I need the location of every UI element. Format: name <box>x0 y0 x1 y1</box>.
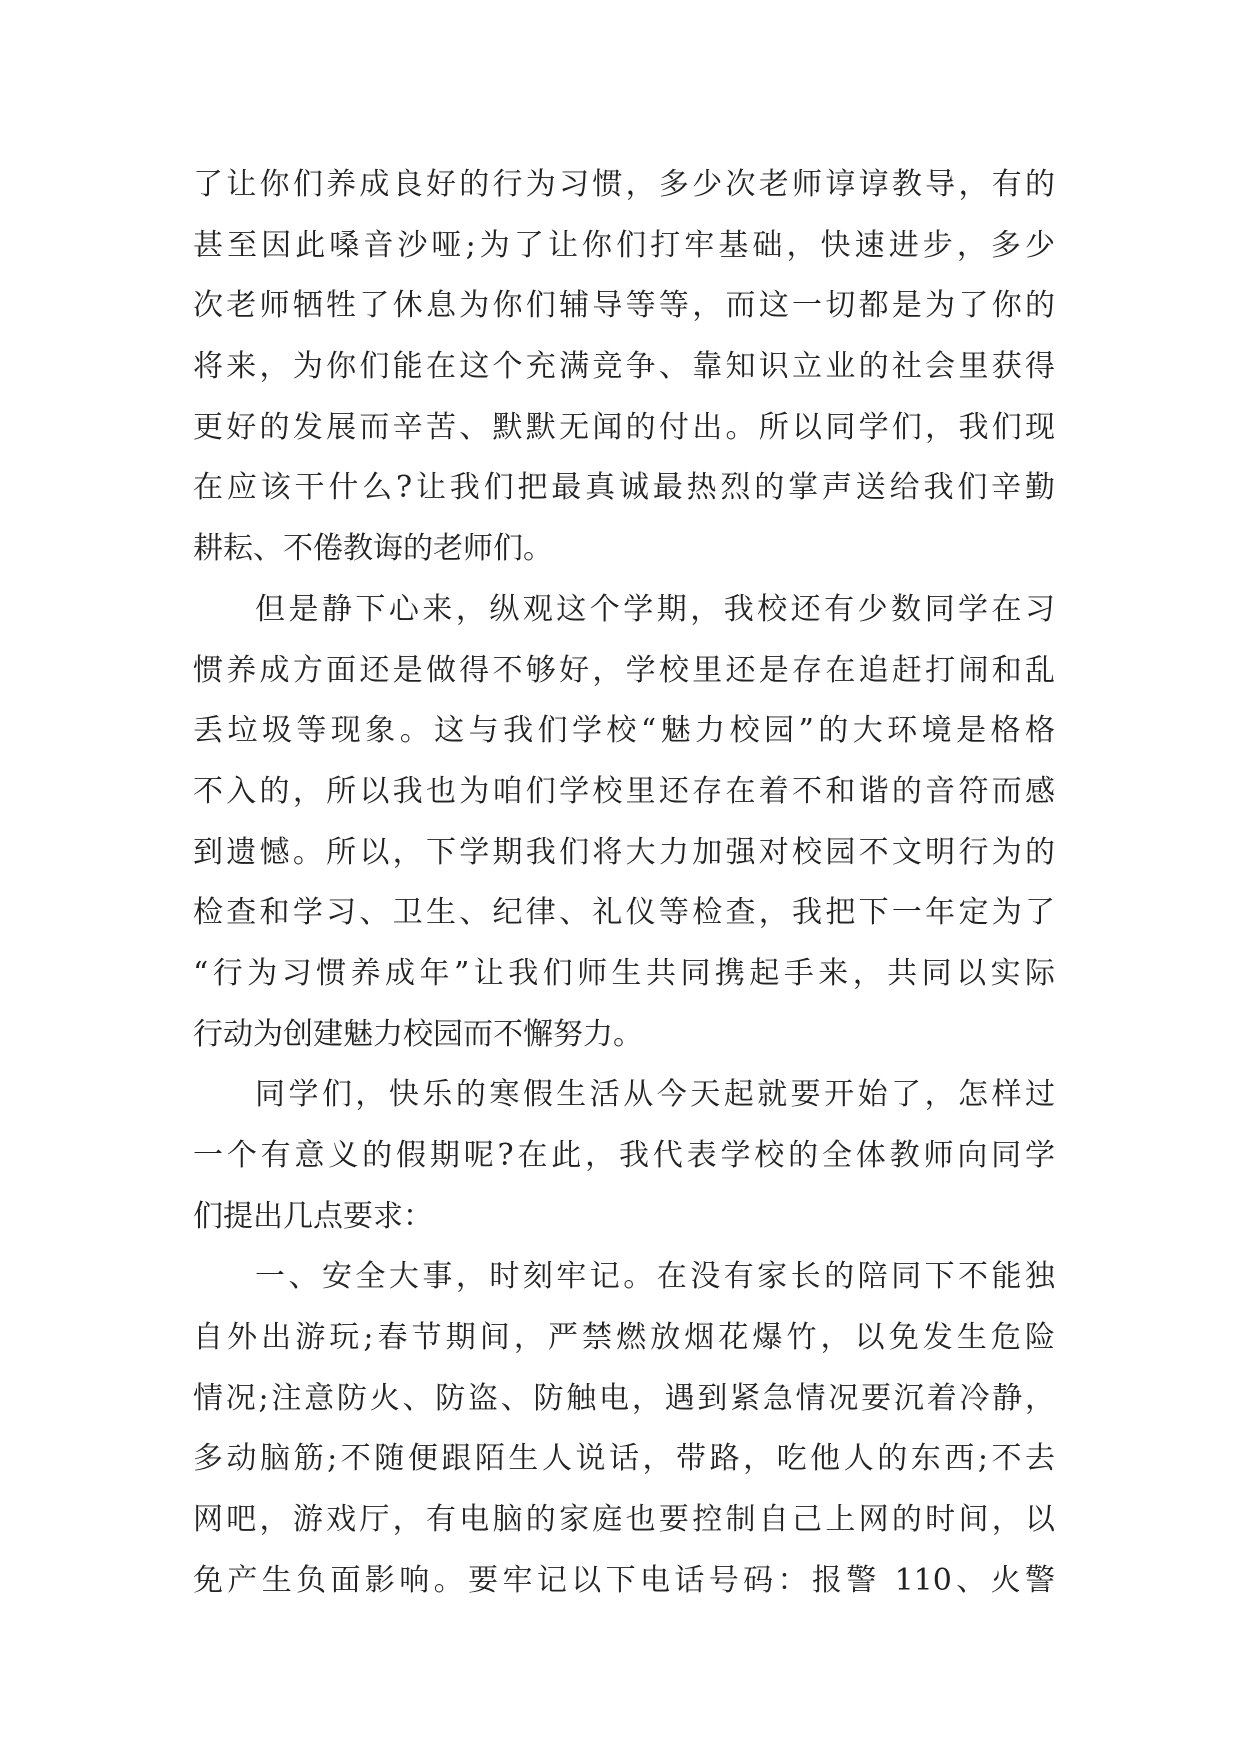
paragraph-1 <box>193 155 1055 580</box>
text-line: 情况;注意防火、防盗、防触电，遇到紧急情况要沉着冷静， <box>193 1380 1055 1416</box>
text-line: 行动为创建魅力校园而不懈努力。 <box>193 1016 643 1052</box>
text-line: 一个有意义的假期呢?在此，我代表学校的全体教师向同学 <box>193 1138 1055 1173</box>
text-line: 丢垃圾等现象。这与我们学校“魅力校园”的大环境是格格 <box>193 713 1055 749</box>
paragraph-4 <box>193 1247 1055 1611</box>
text-line: 检查和学习、卫生、纪律、礼仪等检查，我把下一年定为了 <box>193 895 1055 931</box>
text-line: 网吧，游戏厅，有电脑的家庭也要控制自己上网的时间，以 <box>193 1502 1055 1538</box>
text-line: 同学们，快乐的寒假生活从今天起就要开始了，怎样过 <box>255 1077 1055 1113</box>
text-line: 了让你们养成良好的行为习惯，多少次老师谆谆教导，有的 <box>193 167 1055 202</box>
text-line: 免产生负面影响。要牢记以下电话号码：报警 110、火警 <box>193 1562 1055 1598</box>
text-line: 们提出几点要求： <box>193 1198 433 1234</box>
text-line: 更好的发展而辛苦、默默无闻的付出。所以同学们，我们现 <box>193 409 1055 445</box>
paragraph-3 <box>193 1065 1055 1247</box>
text-line: 但是静下心来，纵观这个学期，我校还有少数同学在习 <box>255 591 1055 627</box>
document-body <box>193 155 1055 1612</box>
text-line: 自外出游玩;春节期间，严禁燃放烟花爆竹，以免发生危险 <box>193 1320 1055 1356</box>
text-line: 惯养成方面还是做得不够好，学校里还是存在追赶打闹和乱 <box>193 652 1055 688</box>
text-line: 甚至因此嗓音沙哑;为了让你们打牢基础，快速进步，多少 <box>193 227 1055 263</box>
text-line: 到遗憾。所以，下学期我们将大力加强对校园不文明行为的 <box>193 834 1055 870</box>
text-line: 一、安全大事，时刻牢记。在没有家长的陪同下不能独 <box>255 1259 1055 1295</box>
text-line: 耕耘、不倦教诲的老师们。 <box>193 531 553 567</box>
text-line: “行为习惯养成年”让我们师生共同携起手来，共同以实际 <box>193 955 1055 991</box>
text-line: 多动脑筋;不随便跟陌生人说话，带路，吃他人的东西;不去 <box>193 1441 1055 1477</box>
text-line: 将来，为你们能在这个充满竞争、靠知识立业的社会里获得 <box>193 349 1055 385</box>
text-line: 次老师牺牲了休息为你们辅导等等，而这一切都是为了你的 <box>193 288 1055 324</box>
paragraph-2 <box>193 580 1055 1066</box>
text-line: 不入的，所以我也为咱们学校里还存在着不和谐的音符而感 <box>193 773 1055 809</box>
text-line: 在应该干什么?让我们把最真诚最热烈的掌声送给我们辛勤 <box>193 470 1055 506</box>
